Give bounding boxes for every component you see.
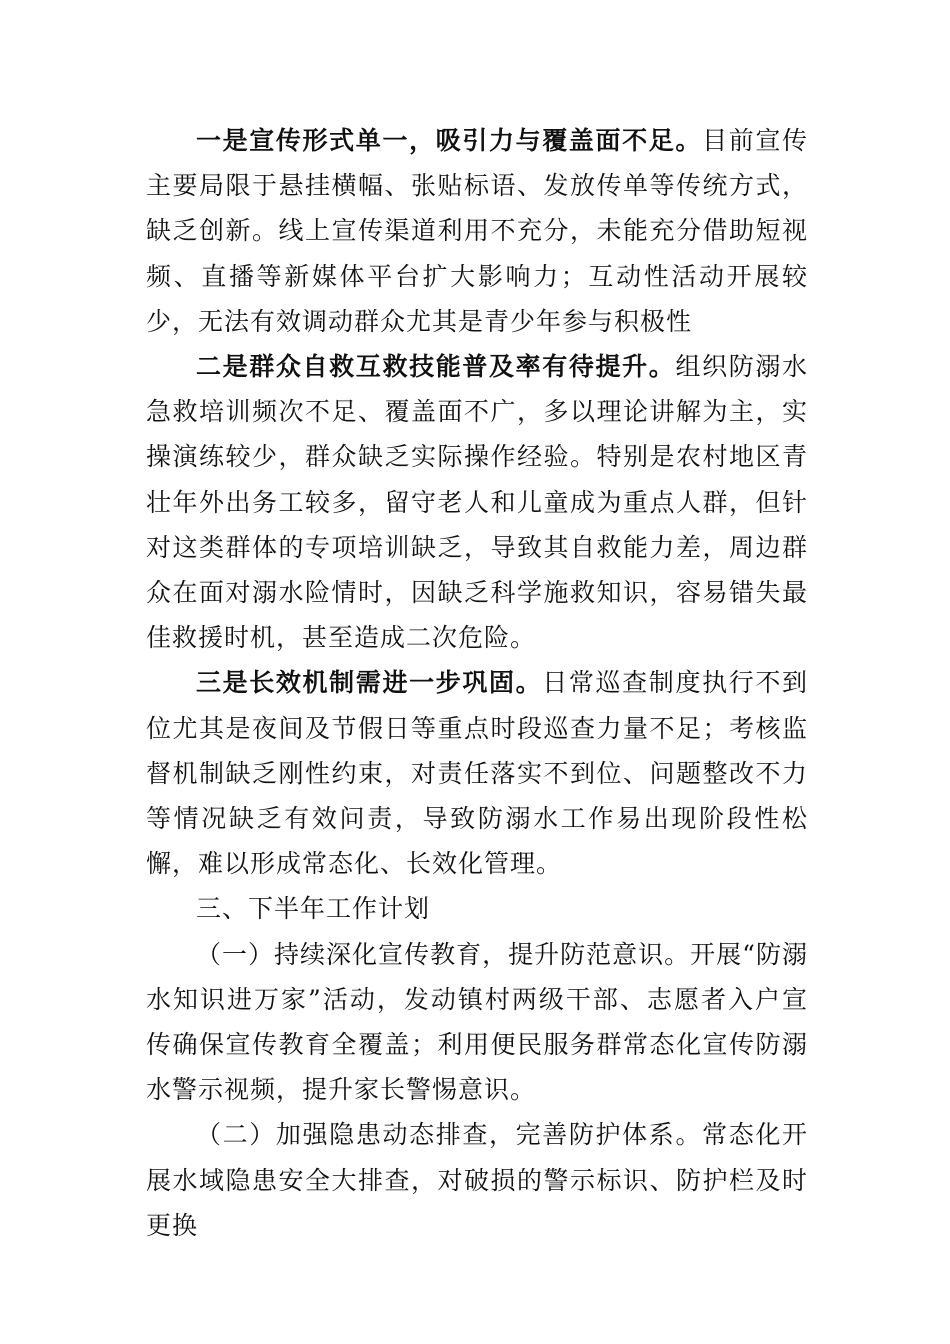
document-page	[146, 118, 808, 1248]
paragraph-plan-inspection	[146, 1112, 808, 1248]
paragraph-body: 日常巡查制度执行不到位尤其是夜间及节假日等重点时段巡查力量不足；考核监督机制缺乏刚性约束，对责任落实不到位、问题整改不力等情况缺乏有效问责，导致防溺水工作易出现阶段性松懈，难以形成常态化、长效化管理。	[146, 668, 808, 879]
paragraph-lead: 三是长效机制需进一步巩固。	[196, 668, 543, 698]
paragraph-body: 目前宣传主要局限于悬挂横幅、张贴标语、发放传单等传统方式，缺乏创新。线上宣传渠道利用不充分，未能充分借助短视频、直播等新媒体平台扩大影响力；互动性活动开展较少，无法有效调动群众尤其是青少年参与积极性	[146, 126, 808, 336]
section-heading-plan	[146, 886, 808, 931]
section-heading-text: 三、下半年工作计划	[196, 894, 431, 924]
paragraph-body: 组织防溺水急救培训频次不足、覆盖面不广，多以理论讲解为主，实操演练较少，群众缺乏实际操作经验。特别是农村地区青壮年外出务工较多，留守老人和儿童成为重点人群，但针对这类群体的专项培训缺乏，导致其自救能力差，周边群众在面对溺水险情时，因缺乏科学施救知识，容易错失最佳救援时机，甚至造成二次危险。	[146, 352, 808, 653]
paragraph-mechanism-issue	[146, 660, 808, 886]
paragraph-propaganda-issue	[146, 118, 808, 344]
paragraph-body: （一）持续深化宣传教育，提升防范意识。开展“防溺水知识进万家”活动，发动镇村两级干部、志愿者入户宣传确保宣传教育全覆盖；利用便民服务群常态化宣传防溺水警示视频，提升家长警惕意识。	[146, 939, 808, 1105]
paragraph-lead: 二是群众自救互救技能普及率有待提升。	[196, 352, 676, 382]
paragraph-self-rescue-issue	[146, 344, 808, 660]
paragraph-plan-education	[146, 932, 808, 1113]
paragraph-body: （二）加强隐患动态排查，完善防护体系。常态化开展水域隐患安全大排查，对破损的警示标识、防护栏及时更换	[146, 1120, 808, 1240]
paragraph-lead: 一是宣传形式单一，吸引力与覆盖面不足。	[196, 126, 703, 155]
